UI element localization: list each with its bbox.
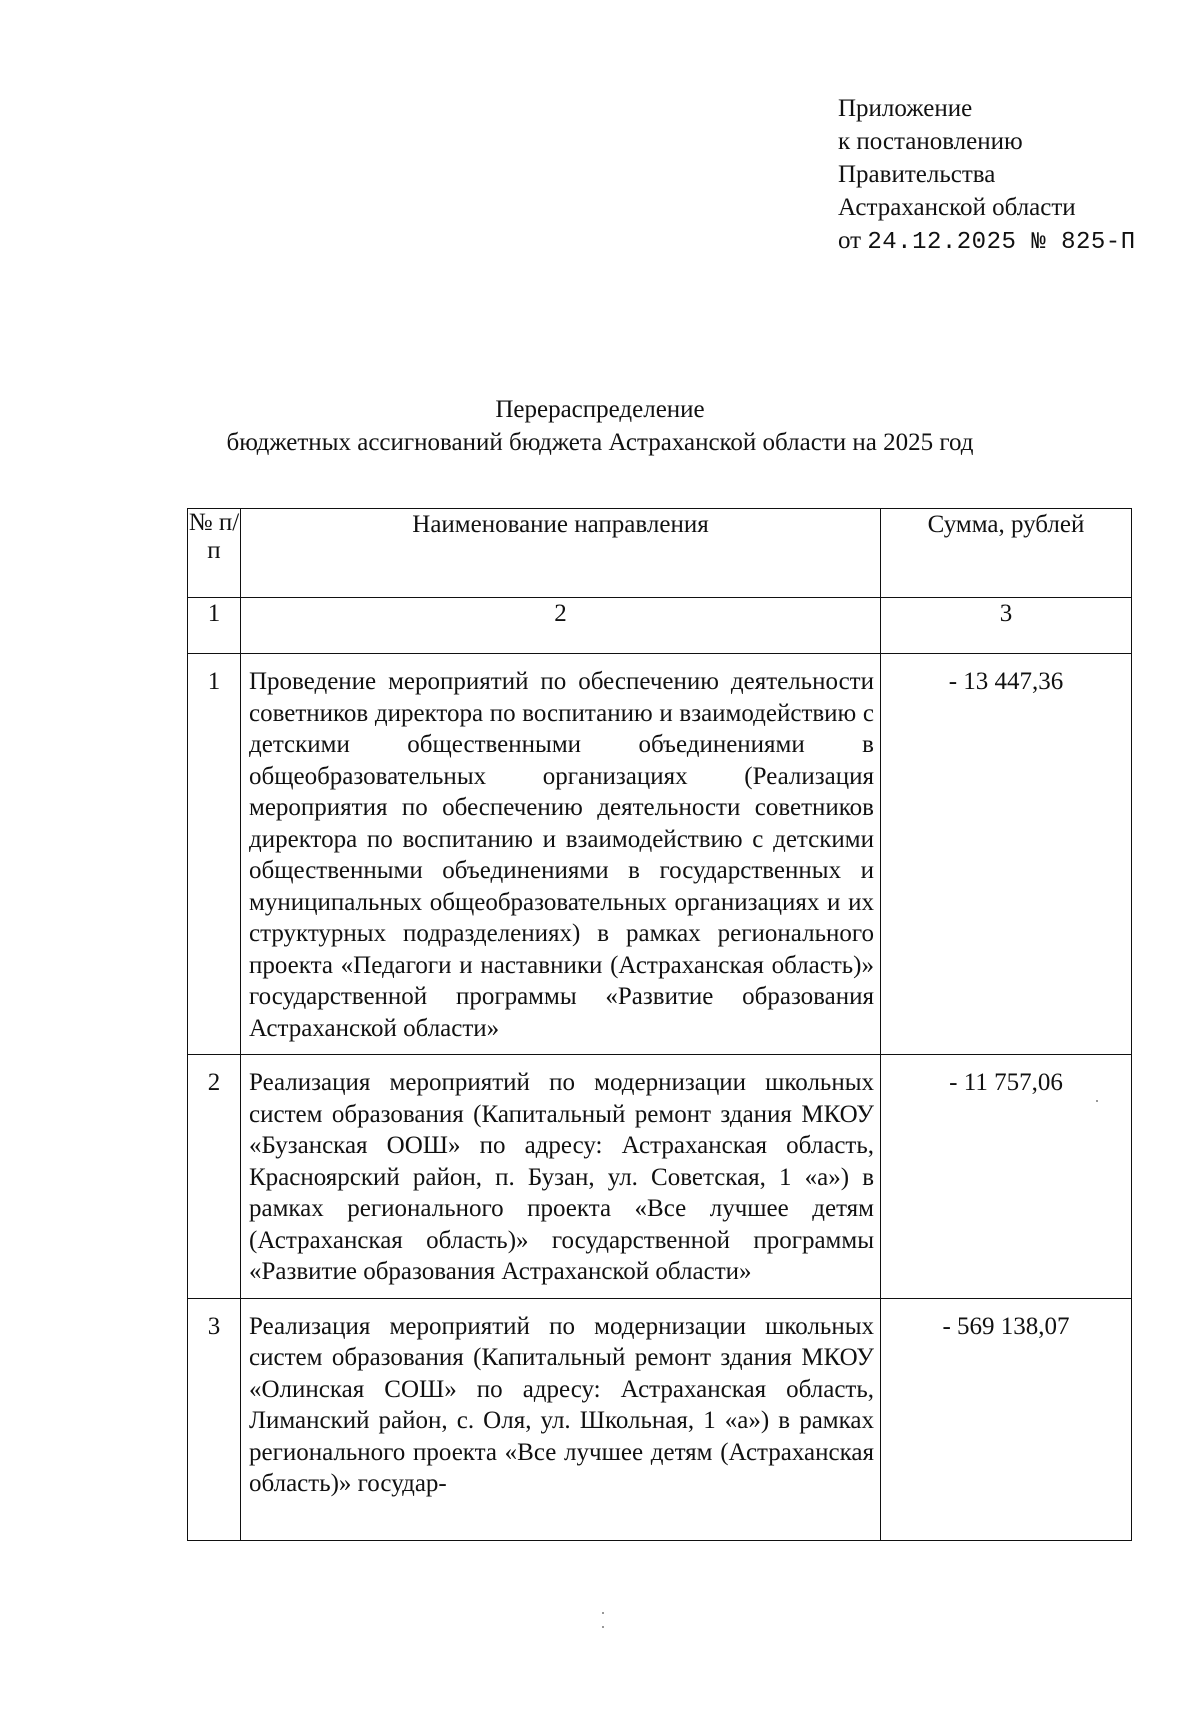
appendix-line-3: Правительства <box>838 161 996 188</box>
header-num: № п/п <box>188 509 241 598</box>
row-number: 3 <box>188 1298 241 1540</box>
column-index: 2 <box>241 598 881 654</box>
row-name: Реализация мероприятий по модернизации школьных систем образования (Капитальный ремонт здания МКОУ «Олинская СОШ» по адресу: Астраханская область, Лиманский район, с. Оля, ул. Школьная, 1 «а») в рамках регионального проекта «Все лучшее детям (Астраханская область)» государ- <box>241 1298 881 1540</box>
column-index-row <box>188 598 1132 654</box>
header-name: Наименование направления <box>241 509 881 598</box>
table-row <box>188 1055 1132 1299</box>
table-row <box>188 654 1132 1055</box>
document-title <box>0 393 1200 459</box>
header-sum: Сумма, рублей <box>881 509 1132 598</box>
title-line-1: Перераспределение <box>495 396 705 423</box>
budget-table <box>187 508 1132 1541</box>
row-sum: - 13 447,36 <box>881 654 1132 1055</box>
row-number: 2 <box>188 1055 241 1299</box>
appendix-line-1: Приложение <box>838 95 973 122</box>
appendix-line-2: к постановлению <box>838 128 1023 155</box>
title-line-2: бюджетных ассигнований бюджета Астраханской области на 2025 год <box>226 429 974 456</box>
appendix-date <box>838 224 1136 259</box>
appendix-block <box>838 92 1136 259</box>
appendix-date-prefix: от <box>838 227 862 254</box>
column-index: 3 <box>881 598 1132 654</box>
row-sum: - 11 757,06 <box>881 1055 1132 1299</box>
row-name: Проведение мероприятий по обеспечению деятельности советников директора по воспитанию и взаимодействию с детскими общественными объединениями в общеобразовательных организациях (Реализация мероприятия по обеспечению деятельности советников директора по воспитанию и взаимодействию с детскими общественными объединениями в государственных и муниципальных общеобразовательных организациях и их структурных подразделениях) в рамках регионального проекта «Педагоги и наставники (Астраханская область)» государственной программы «Развитие образования Астраханской области» <box>241 654 881 1055</box>
scan-speck <box>1096 1100 1098 1102</box>
appendix-line-4: Астраханской области <box>838 194 1076 221</box>
scan-speck <box>602 1626 604 1628</box>
scan-speck <box>602 1612 604 1614</box>
column-index: 1 <box>188 598 241 654</box>
row-number: 1 <box>188 654 241 1055</box>
row-name: Реализация мероприятий по модернизации школьных систем образования (Капитальный ремонт здания МКОУ «Бузанская ООШ» по адресу: Астраханская область, Красноярский район, п. Бузан, ул. Советская, 1 «а») в рамках регионального проекта «Все лучшее детям (Астраханская область)» государственной программы «Развитие образования Астраханской области» <box>241 1055 881 1299</box>
row-sum: - 569 138,07 <box>881 1298 1132 1540</box>
table-row <box>188 1298 1132 1540</box>
table-header-row <box>188 509 1132 598</box>
appendix-date-number: 24.12.2025 № 825-П <box>867 229 1136 256</box>
